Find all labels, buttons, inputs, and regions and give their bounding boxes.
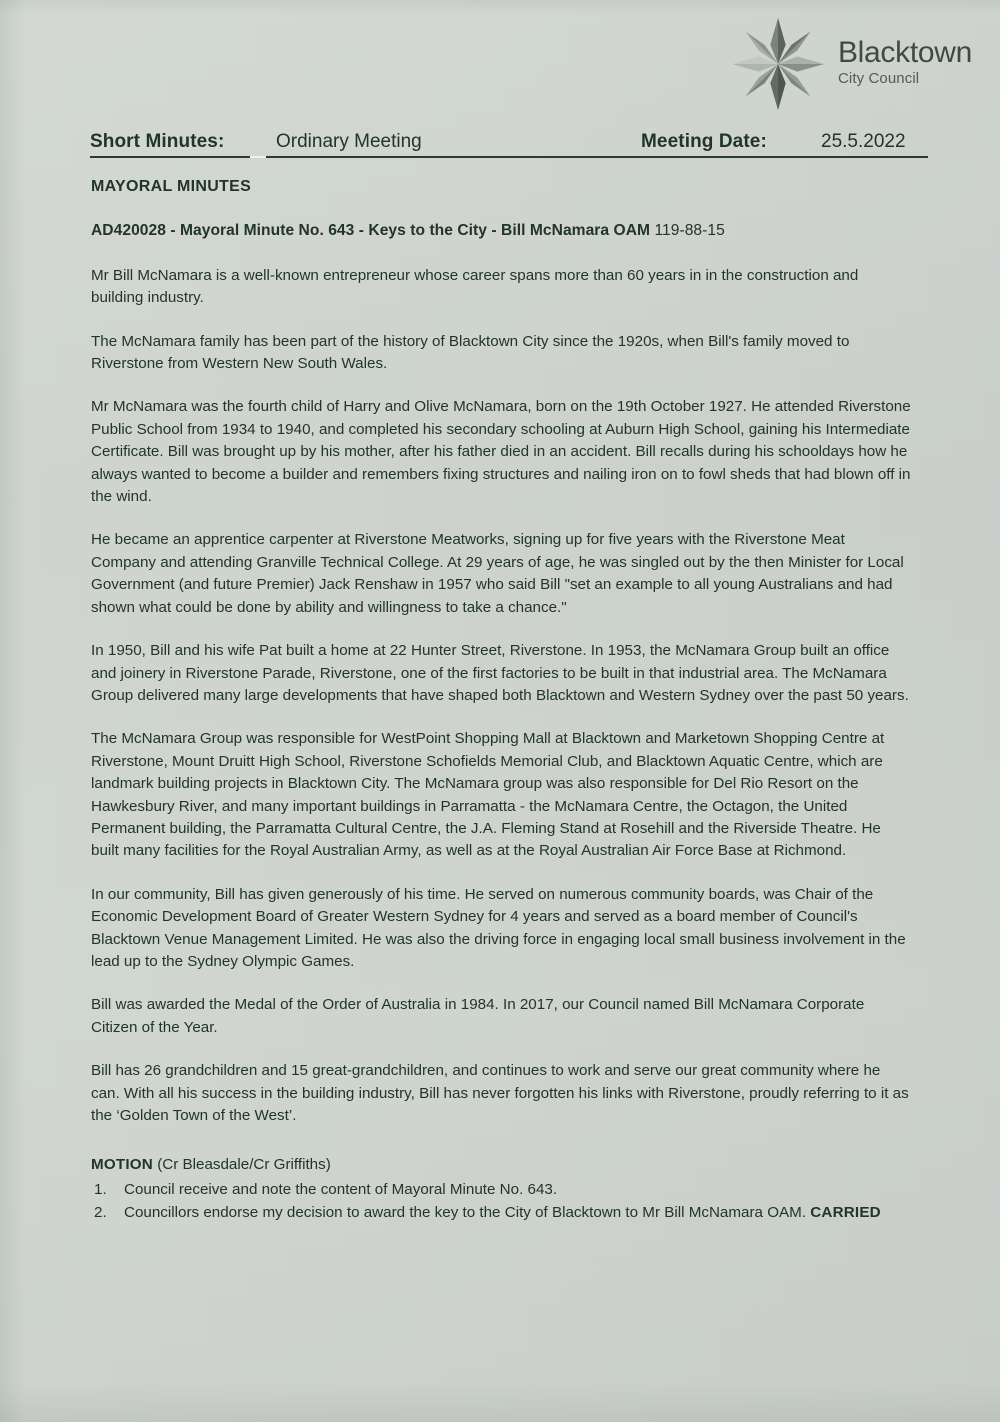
body-paragraph: He became an apprentice carpenter at Riverstone Meatworks, signing up for five years with the Riverstone Meat Company and attending Granville Technical College. At 29 years of age, he was singled out by the then Minister for Local Government (and future Premier) Jack Renshaw in 1957 who said Bill "set an example to all young Australians and had shown what could be done by ability and willingness to take a chance." [91,531,904,616]
meeting-date-label: Meeting Date: [641,131,767,152]
meeting-date-value: 25.5.2022 [821,131,906,152]
motion-item [91,1179,911,1201]
motion-item-text: Councillors endorse my decision to award the key to the City of Blacktown to Mr Bill McNamara OAM. [124,1204,811,1222]
body-paragraph: The McNamara family has been part of the history of Blacktown City since the 1920s, when Bill's family moved to Riverstone from Western New South Wales. [91,332,850,373]
scan-edge-top [0,0,1000,14]
body-paragraph: Bill was awarded the Medal of the Order of Australia in 1984. In 2017, our Council named Bill McNamara Corporate Citizen of the Year. [91,996,865,1036]
meeting-header [90,126,928,158]
motion-item-number: 1. [94,1180,107,1198]
meeting-type-value: Ordinary Meeting [276,131,422,152]
body-paragraph: The McNamara Group was responsible for WestPoint Shopping Mall at Blacktown and Marketown Shopping Centre at Riverstone, Mount Druitt High School, Riverstone Schofields Memorial Club, and Blacktown Aquatic Centre, which are landmark building projects in Blacktown City. The McNamara group was also responsible for Del Rio Resort on the Hawkesbury River, and many important buildings in Parramatta - the McNamara Centre, the Octagon, the United Permanent building, the Parramatta Cultural Centre, the J.A. Fleming Stand at Rosehill and the Riverside Theatre. He built many facilities for the Royal Australian Army, as well as at the Royal Australian Air Force Base at Richmond. [91,730,885,860]
motion-outcome: CARRIED [810,1204,881,1222]
item-title-text: AD420028 - Mayoral Minute No. 643 - Keys to the City - Bill McNamara OAM [91,222,651,240]
motion-item-number: 2. [94,1204,107,1222]
blacktown-council-logo [730,16,972,112]
motion-item-text: Council receive and note the content of Mayoral Minute No. 643. [124,1180,558,1198]
short-minutes-label: Short Minutes: [90,131,225,152]
scan-edge-bottom [0,1382,1000,1422]
logo-subtitle: City Council [837,70,920,87]
motion-item [91,1202,911,1224]
item-reference: 119-88-15 [654,222,725,240]
body-paragraph: In 1950, Bill and his wife Pat built a home at 22 Hunter Street, Riverstone. In 1953, the McNamara Group built an office and joinery in Riverstone Parade, Riverstone, one of the first factories to be built in that industrial area. The McNamara Group delivered many large developments that have shaped both Blacktown and Western Sydney over the past 50 years. [91,642,909,704]
logo-wordmark [838,38,972,90]
item-title [91,220,911,242]
eight-point-star-icon [730,16,826,112]
document-body [91,176,911,1226]
motion-items [91,1179,911,1225]
motion-movers: (Cr Bleasdale/Cr Griffiths) [157,1156,331,1174]
scan-edge-left [0,0,26,1422]
header-underline-gap [250,156,266,158]
body-paragraph: Mr Bill McNamara is a well-known entrepreneur whose career spans more than 60 years in in the construction and building industry. [91,266,859,307]
logo-name: Blacktown [837,36,972,69]
body-paragraph: Mr McNamara was the fourth child of Harry and Olive McNamara, born on the 19th October 1927. He attended Riverstone Public School from 1934 to 1940, and completed his secondary schooling at Auburn High School, gaining his Intermediate Certificate. Bill was brought up by his mother, after his father died in an accident. Bill recalls during his schooldays how he always wanted to become a builder and remembers fixing structures and nailing iron on to fowl sheds that had blown off in the wind. [91,398,911,506]
motion-block [91,1154,911,1224]
body-paragraph: Bill has 26 grandchildren and 15 great-grandchildren, and continues to work and serve our great community where he can. With all his success in the building industry, Bill has never forgotten his links with Riverstone, proudly referring to it as the ‘Golden Town of the West’. [91,1062,909,1124]
motion-label: MOTION [91,1156,153,1174]
body-paragraph: In our community, Bill has given generously of his time. He served on numerous community boards, was Chair of the Economic Development Board of Greater Western Sydney for 4 years and served as a board member of Council's Blacktown Venue Management Limited. He was also the driving force in engaging local small business involvement in the lead up to the Sydney Olympic Games. [91,885,906,970]
section-title: MAYORAL MINUTES [91,178,252,195]
motion-heading [91,1154,911,1176]
